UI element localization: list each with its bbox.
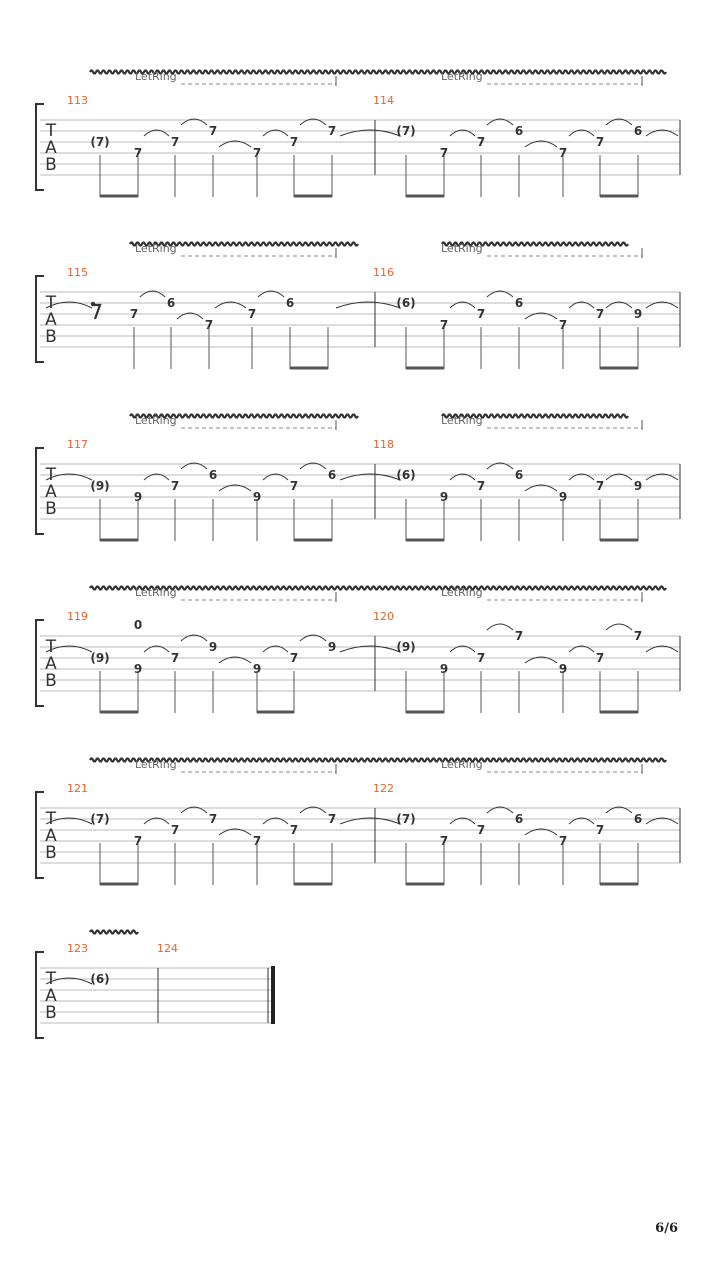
tab-system bbox=[36, 758, 680, 885]
tab-clef-letter: B bbox=[45, 155, 57, 175]
fret-number: (6) bbox=[90, 972, 110, 986]
fret-number: (7) bbox=[90, 135, 110, 149]
let-ring-label: LetRing bbox=[135, 758, 177, 771]
fret-number: 6 bbox=[285, 296, 295, 310]
fret-number: (7) bbox=[396, 812, 416, 826]
let-ring-label: LetRing bbox=[441, 70, 483, 83]
fret-number: (7) bbox=[90, 812, 110, 826]
tab-clef-letter: A bbox=[45, 654, 57, 674]
fret-number: 7 bbox=[129, 307, 139, 321]
measure-number: 120 bbox=[373, 610, 394, 623]
fret-number: 6 bbox=[327, 468, 337, 482]
tab-system bbox=[36, 586, 680, 713]
fret-number: 9 bbox=[558, 662, 568, 676]
fret-number: 7 bbox=[514, 629, 524, 643]
let-ring-label: LetRing bbox=[441, 586, 483, 599]
system-bracket bbox=[36, 448, 44, 534]
measure-number: 124 bbox=[157, 942, 178, 955]
fret-number: 7 bbox=[208, 124, 218, 138]
fret-number: (6) bbox=[396, 296, 416, 310]
measure-number: 121 bbox=[67, 782, 88, 795]
let-ring-label: LetRing bbox=[441, 242, 483, 255]
tab-clef-letter: A bbox=[45, 986, 57, 1006]
tab-clef-letter: B bbox=[45, 327, 57, 347]
fret-number: 7 bbox=[595, 479, 605, 493]
fret-number: 6 bbox=[514, 812, 524, 826]
fret-number: 9 bbox=[252, 662, 262, 676]
system-bracket bbox=[36, 104, 44, 190]
tab-clef-letter: B bbox=[45, 499, 57, 519]
tab-clef-letter: T bbox=[45, 637, 57, 657]
tab-clef-letter: T bbox=[45, 465, 57, 485]
tab-system bbox=[36, 242, 680, 369]
fret-number: 7 bbox=[558, 146, 568, 160]
fret-number: 7 bbox=[289, 479, 299, 493]
fret-number: 7 bbox=[595, 823, 605, 837]
fret-number: 9 bbox=[133, 662, 143, 676]
rest-dot bbox=[91, 302, 95, 306]
tab-clef-letter: A bbox=[45, 826, 57, 846]
measure-number: 123 bbox=[67, 942, 88, 955]
fret-number: 7 bbox=[476, 651, 486, 665]
fret-number: 7 bbox=[476, 479, 486, 493]
fret-number: 0 bbox=[133, 618, 143, 632]
tab-clef-letter: B bbox=[45, 671, 57, 691]
fret-number: 7 bbox=[558, 318, 568, 332]
measure-number: 116 bbox=[373, 266, 394, 279]
fret-number: (7) bbox=[396, 124, 416, 138]
fret-number: 9 bbox=[633, 479, 643, 493]
fret-number: 9 bbox=[439, 662, 449, 676]
fret-number: 7 bbox=[439, 834, 449, 848]
fret-number: 7 bbox=[595, 307, 605, 321]
vibrato-line bbox=[90, 931, 138, 934]
slur bbox=[487, 624, 513, 630]
fret-number: 7 bbox=[476, 135, 486, 149]
measure-number: 122 bbox=[373, 782, 394, 795]
fret-number: 6 bbox=[514, 124, 524, 138]
fret-number: (9) bbox=[90, 479, 110, 493]
fret-number: 7 bbox=[633, 629, 643, 643]
fret-number: 7 bbox=[170, 651, 180, 665]
tab-clef-letter: T bbox=[45, 809, 57, 829]
tab-clef-letter: A bbox=[45, 310, 57, 330]
fret-number: 7 bbox=[204, 318, 214, 332]
fret-number: 6 bbox=[633, 124, 643, 138]
let-ring-label: LetRing bbox=[135, 242, 177, 255]
fret-number: (6) bbox=[396, 468, 416, 482]
measure-number: 113 bbox=[67, 94, 88, 107]
fret-number: 7 bbox=[252, 146, 262, 160]
page-number: 6/6 bbox=[655, 1221, 678, 1236]
fret-number: 9 bbox=[633, 307, 643, 321]
tab-clef-letter: A bbox=[45, 138, 57, 158]
system-bracket bbox=[36, 620, 44, 706]
let-ring-label: LetRing bbox=[135, 414, 177, 427]
fret-number: 9 bbox=[252, 490, 262, 504]
measure-number: 117 bbox=[67, 438, 88, 451]
slur bbox=[606, 624, 632, 630]
fret-number: 6 bbox=[166, 296, 176, 310]
fret-number: 9 bbox=[327, 640, 337, 654]
fret-number: (9) bbox=[90, 651, 110, 665]
fret-number: 7 bbox=[439, 318, 449, 332]
fret-number: 7 bbox=[170, 479, 180, 493]
fret-number: 6 bbox=[514, 468, 524, 482]
fret-number: 7 bbox=[170, 135, 180, 149]
fret-number: 7 bbox=[595, 135, 605, 149]
tab-clef-letter: A bbox=[45, 482, 57, 502]
fret-number: 9 bbox=[133, 490, 143, 504]
fret-number: 7 bbox=[252, 834, 262, 848]
system-bracket bbox=[36, 952, 44, 1038]
fret-number: (9) bbox=[396, 640, 416, 654]
fret-number: 7 bbox=[289, 823, 299, 837]
tab-clef-letter: T bbox=[45, 293, 57, 313]
tab-system bbox=[36, 70, 680, 197]
fret-number: 7 bbox=[558, 834, 568, 848]
fret-number: 6 bbox=[633, 812, 643, 826]
fret-number: 7 bbox=[208, 812, 218, 826]
fret-number: 6 bbox=[208, 468, 218, 482]
fret-number: 9 bbox=[558, 490, 568, 504]
system-bracket bbox=[36, 792, 44, 878]
measure-number: 114 bbox=[373, 94, 394, 107]
eighth-rest bbox=[92, 305, 100, 319]
tab-clef-letter: T bbox=[45, 969, 57, 989]
let-ring-label: LetRing bbox=[441, 758, 483, 771]
final-barline-thick bbox=[271, 966, 275, 1024]
fret-number: 7 bbox=[289, 135, 299, 149]
measure-number: 115 bbox=[67, 266, 88, 279]
fret-number: 9 bbox=[208, 640, 218, 654]
fret-number: 7 bbox=[327, 812, 337, 826]
fret-number: 7 bbox=[595, 651, 605, 665]
let-ring-label: LetRing bbox=[135, 70, 177, 83]
tab-system bbox=[36, 931, 275, 1039]
fret-number: 7 bbox=[133, 834, 143, 848]
system-bracket bbox=[36, 276, 44, 362]
fret-number: 7 bbox=[327, 124, 337, 138]
fret-number: 7 bbox=[247, 307, 257, 321]
fret-number: 9 bbox=[439, 490, 449, 504]
fret-number: 7 bbox=[476, 307, 486, 321]
tab-clef-letter: B bbox=[45, 843, 57, 863]
measure-number: 119 bbox=[67, 610, 88, 623]
fret-number: 7 bbox=[170, 823, 180, 837]
fret-number: 6 bbox=[514, 296, 524, 310]
tab-clef-letter: T bbox=[45, 121, 57, 141]
tab-system bbox=[36, 414, 680, 541]
measure-number: 118 bbox=[373, 438, 394, 451]
fret-number: 7 bbox=[476, 823, 486, 837]
let-ring-label: LetRing bbox=[135, 586, 177, 599]
fret-number: 7 bbox=[289, 651, 299, 665]
tab-clef-letter: B bbox=[45, 1003, 57, 1023]
fret-number: 7 bbox=[133, 146, 143, 160]
let-ring-label: LetRing bbox=[441, 414, 483, 427]
fret-number: 7 bbox=[439, 146, 449, 160]
